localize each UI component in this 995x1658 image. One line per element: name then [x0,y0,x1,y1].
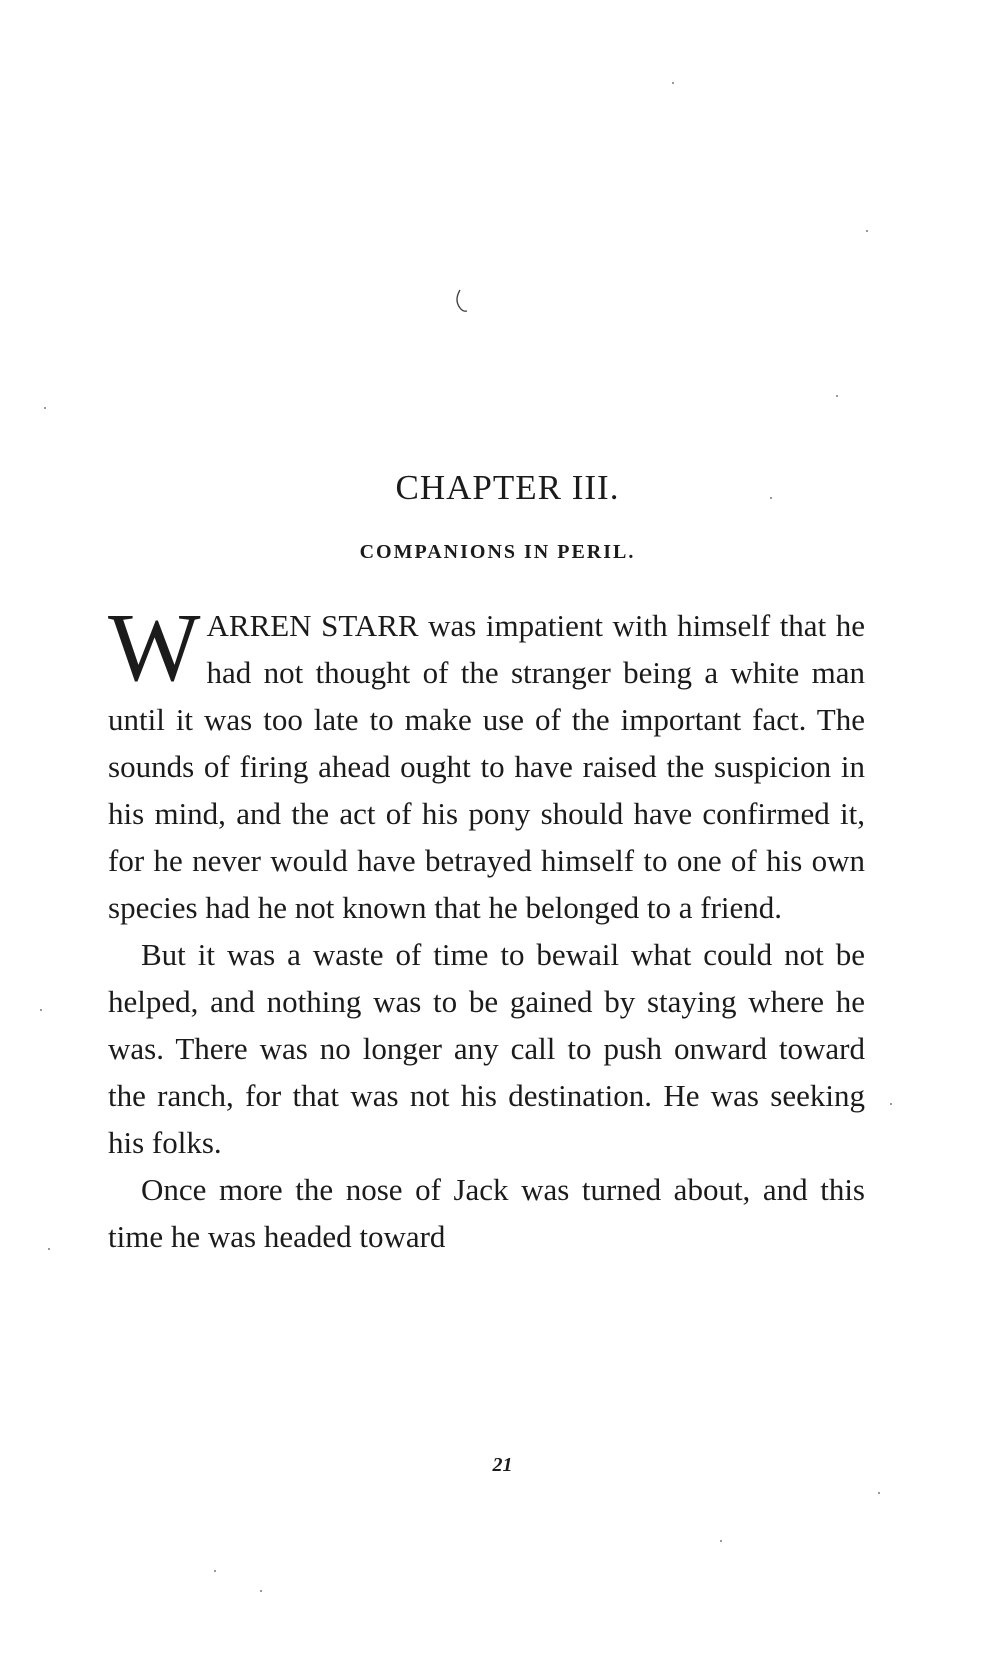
paper-speck [866,230,868,232]
paper-speck [40,1009,42,1011]
paper-speck [260,1590,262,1592]
paper-speck [48,1248,50,1250]
paper-speck [214,1570,216,1572]
paper-speck [44,407,46,409]
paper-speck [720,1540,722,1542]
paper-speck [672,82,674,84]
page-number: 21 [492,1454,513,1476]
body-text [108,594,865,1260]
paragraph-text: ARREN STARR was impatient with himself that he had not thought of the stranger being a white man until it was too late to make use of the important fact. The sounds of firing ahead ought to have raised the suspicion in his mind, and the act of his pony should have confirmed it, for he never would have betrayed himself to one of his own species had he not known that he belonged to a friend. [108,608,865,925]
paragraph-1 [108,594,865,931]
paragraph-3: Once more the nose of Jack was turned about, and this time he was headed toward [108,1172,865,1254]
drop-cap: W [108,594,201,702]
paper-speck [836,395,838,397]
paper-speck [890,1103,892,1105]
chapter-subtitle: COMPANIONS IN PERIL. [359,541,636,563]
paper-mark [452,288,472,316]
chapter-title: CHAPTER III. [395,468,620,507]
paper-speck [878,1492,880,1494]
paragraph-2: But it was a waste of time to bewail what could not be helped, and nothing was to be gained by staying where he was. There was no longer any call to push onward toward the ranch, for that was not his destination. He was seeking his folks. [108,937,865,1160]
